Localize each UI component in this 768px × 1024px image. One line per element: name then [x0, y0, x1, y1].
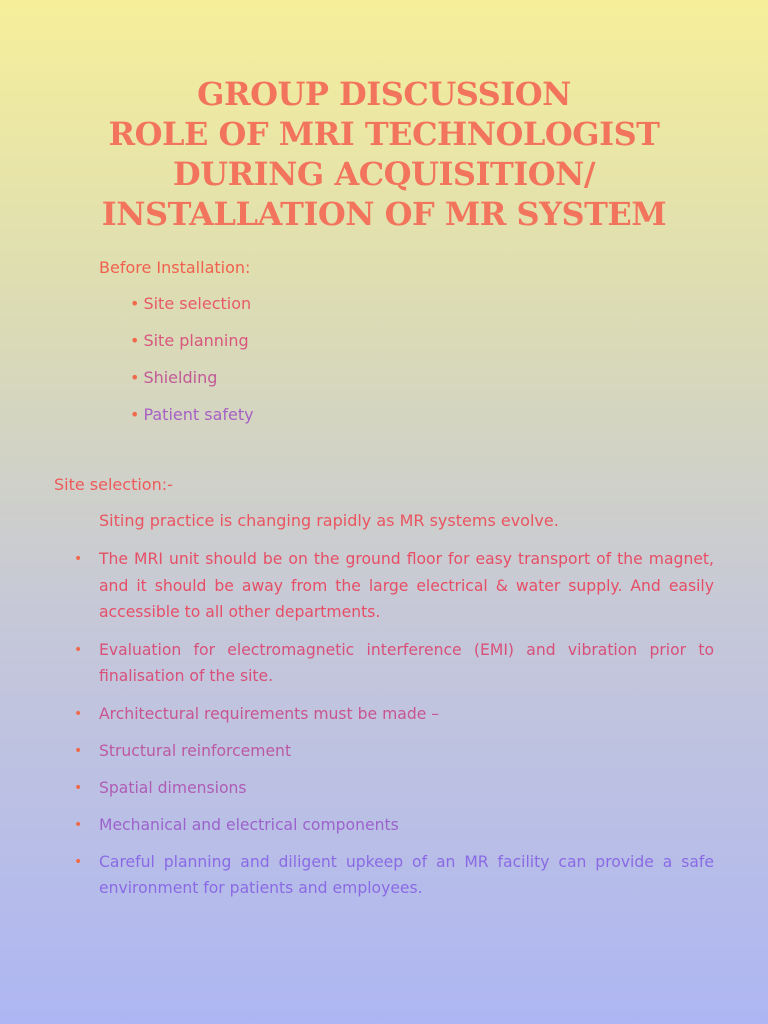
list-item: • Patient safety: [130, 405, 254, 424]
bullet-icon: •: [130, 331, 140, 350]
bullet-icon: •: [130, 368, 140, 387]
title-line-1: GROUP DISCUSSION: [197, 75, 571, 113]
bullet-icon: •: [74, 779, 83, 796]
bullet-icon: •: [74, 551, 83, 567]
site-selection-list: [74, 546, 714, 913]
list-item: • The MRI unit should be on the ground floor for easy transport of the magnet, and it should be away from the large electrical & water supply. And easily accessible to all other departments.: [74, 546, 714, 626]
list-item: • Spatial dimensions: [74, 775, 714, 802]
list-item: • Mechanical and electrical components: [74, 812, 714, 839]
bullet-icon: •: [130, 405, 140, 424]
list-item: • Careful planning and diligent upkeep of an MR facility can provide a safe environment for patients and employees.: [74, 849, 714, 902]
list-item: • Site selection: [130, 294, 252, 313]
before-installation-heading: Before Installation:: [99, 258, 251, 277]
site-selection-heading: Site selection:-: [54, 475, 173, 494]
list-item: • Evaluation for electromagnetic interference (EMI) and vibration prior to finalisation of the site.: [74, 637, 714, 690]
bullet-icon: •: [74, 742, 83, 759]
site-selection-intro: Siting practice is changing rapidly as MR systems evolve.: [99, 511, 559, 530]
bullet-icon: •: [74, 705, 83, 722]
list-item: • Shielding: [130, 368, 218, 387]
page-title: [0, 74, 768, 234]
bullet-icon: •: [74, 853, 83, 870]
list-item: • Architectural requirements must be made –: [74, 701, 714, 728]
title-line-3: DURING ACQUISITION/: [172, 155, 596, 193]
bullet-icon: •: [74, 641, 83, 658]
list-item: • Structural reinforcement: [74, 738, 714, 765]
bullet-icon: •: [130, 294, 140, 313]
bullet-icon: •: [74, 816, 83, 833]
title-line-4: INSTALLATION OF MR SYSTEM: [101, 195, 667, 233]
before-installation-list: [130, 293, 254, 441]
title-line-2: ROLE OF MRI TECHNOLOGIST: [108, 115, 660, 153]
list-item: • Site planning: [130, 331, 249, 350]
